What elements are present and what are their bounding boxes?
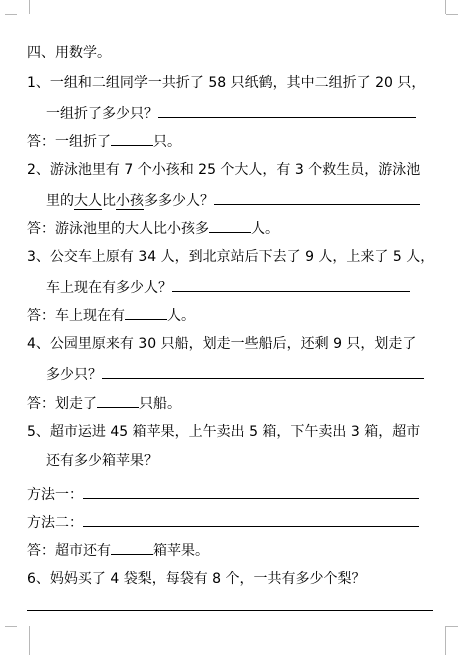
underlined-children: 小孩	[116, 193, 144, 209]
answer-2	[27, 218, 279, 236]
answer-1-prefix: 答：一组折了	[27, 134, 111, 150]
answer-3-blank[interactable]	[125, 305, 167, 320]
answer-3-suffix: 人。	[167, 308, 195, 324]
method-1	[27, 484, 419, 502]
answer-blank-line[interactable]	[158, 103, 416, 118]
bottom-rule	[27, 610, 433, 611]
section-heading: 四、用数学。	[27, 45, 111, 61]
answer-1-suffix: 只。	[153, 134, 181, 150]
question-4-line-2	[46, 364, 424, 382]
answer-3-prefix: 答：车上现在有	[27, 308, 125, 324]
crop-mark	[445, 0, 458, 14]
crop-mark	[17, 0, 30, 14]
crop-mark	[446, 14, 458, 15]
question-4-text: 多少只？	[46, 367, 102, 383]
method-2-label: 方法二：	[27, 515, 83, 531]
answer-2-suffix: 人。	[251, 221, 279, 237]
answer-blank-line[interactable]	[102, 364, 424, 379]
question-2-text-post: 多多少人？	[144, 193, 214, 209]
question-2-text-mid: 比	[102, 193, 116, 209]
crop-mark	[445, 626, 458, 655]
question-3-line-2	[46, 277, 410, 295]
question-2-text-pre: 里的	[46, 193, 74, 209]
question-1-line-1: 1、一组和二组同学一共折了 58 只纸鹤，其中二组折了 20 只，	[27, 75, 426, 91]
crop-mark	[5, 626, 17, 627]
question-3-line-1: 3、公交车上原有 34 人，到北京站后下去了 9 人，上来了 5 人，	[27, 249, 435, 265]
question-6-line-1: 6、妈妈买了 4 袋梨，每袋有 8 个，一共有多少个梨？	[27, 571, 366, 587]
answer-5-prefix: 答：超市还有	[27, 543, 111, 559]
crop-mark	[446, 626, 458, 627]
method-2	[27, 512, 419, 530]
question-4-line-1: 4、公园里原来有 30 只船，划走一些船后，还剩 9 只，划走了	[27, 336, 417, 352]
answer-blank-line[interactable]	[172, 277, 410, 292]
answer-2-blank[interactable]	[209, 218, 251, 233]
answer-1	[27, 131, 181, 149]
answer-4-blank[interactable]	[97, 393, 139, 408]
method-2-blank[interactable]	[83, 512, 419, 527]
answer-5-suffix: 箱苹果。	[153, 543, 209, 559]
question-2-line-1: 2、游泳池里有 7 个小孩和 25 个大人，有 3 个救生员，游泳池	[27, 162, 421, 178]
question-1-line-2	[46, 103, 416, 121]
method-1-blank[interactable]	[83, 484, 419, 499]
answer-4	[27, 393, 181, 411]
answer-blank-line[interactable]	[214, 190, 420, 205]
answer-1-blank[interactable]	[111, 131, 153, 146]
answer-5-blank[interactable]	[111, 540, 153, 555]
crop-mark	[17, 626, 30, 655]
underlined-adults: 大人	[74, 193, 102, 209]
answer-5	[27, 540, 209, 558]
answer-4-prefix: 答：划走了	[27, 396, 97, 412]
crop-mark	[5, 14, 17, 15]
answer-2-prefix: 答：游泳池里的大人比小孩多	[27, 221, 209, 237]
question-5-line-1: 5、超市运进 45 箱苹果，上午卖出 5 箱，下午卖出 3 箱，超市	[27, 424, 421, 440]
question-5-line-2: 还有多少箱苹果？	[46, 453, 158, 469]
answer-3	[27, 305, 195, 323]
method-1-label: 方法一：	[27, 487, 83, 503]
question-2-line-2	[46, 190, 420, 208]
question-1-text: 一组折了多少只？	[46, 106, 158, 122]
answer-4-suffix: 只船。	[139, 396, 181, 412]
question-3-text: 车上现在有多少人？	[46, 280, 172, 296]
